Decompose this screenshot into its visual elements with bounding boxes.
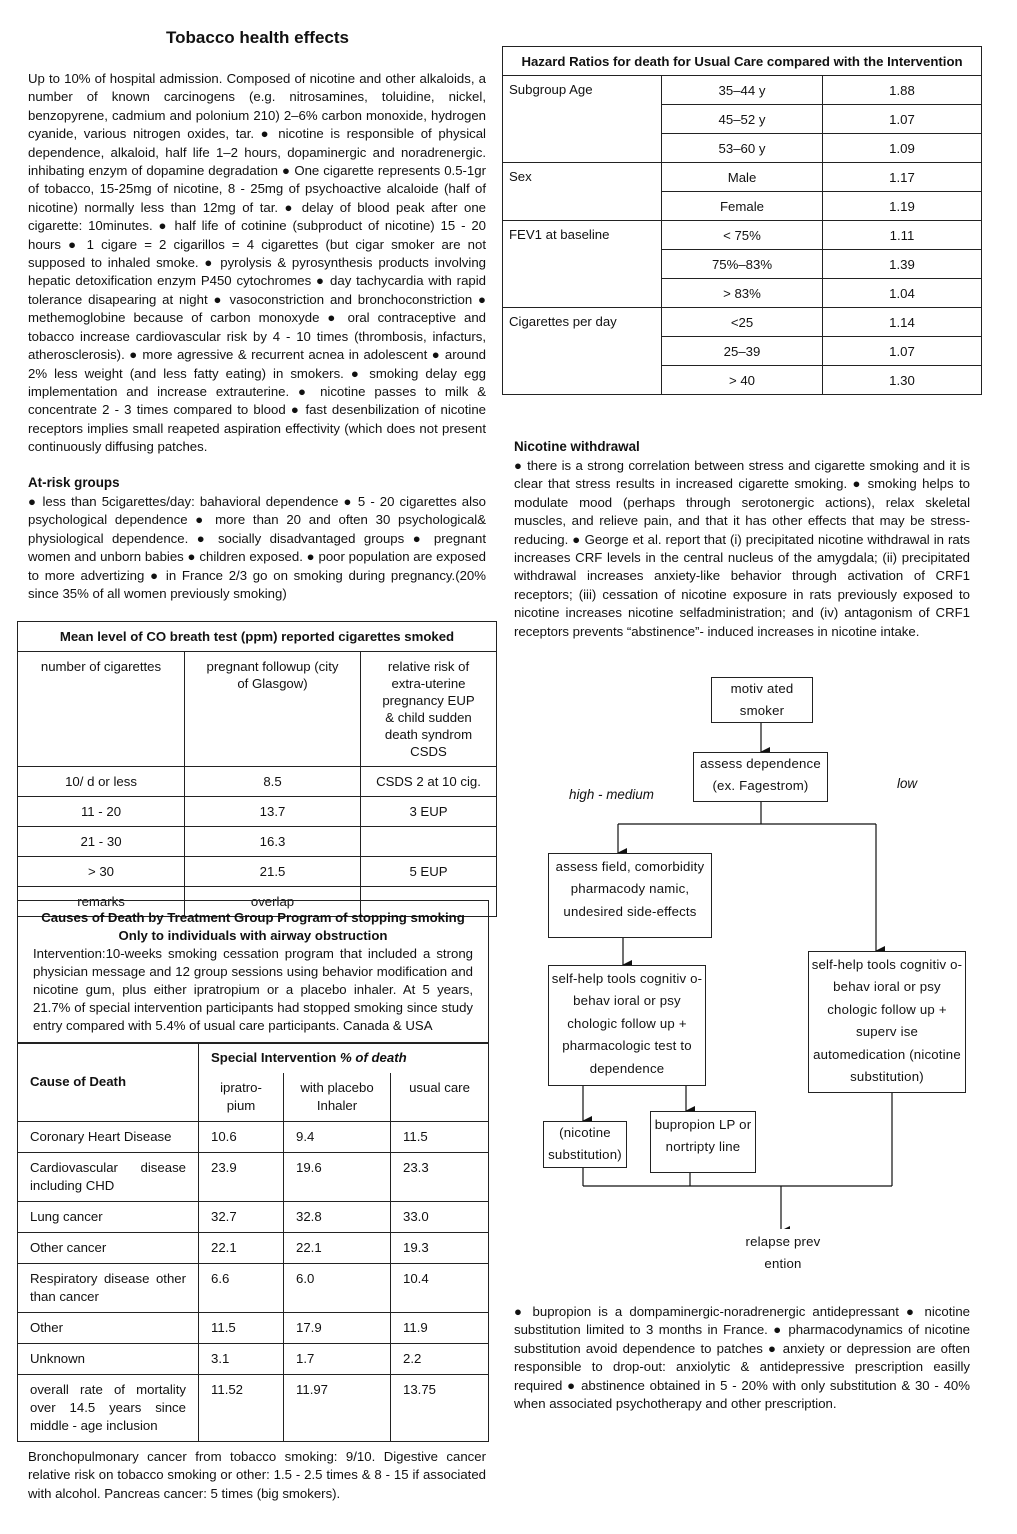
table-cell: Coronary Heart Disease — [18, 1122, 199, 1153]
at-risk-paragraph: ● less than 5cigarettes/day: bahavioral dependence ● 5 - 20 cigarettes also psychological dependence ● more than 20 and often 30 psychological& physiological dependence. ● socially disadvantaged groups ● pregnant women and unborn babies ● children exposed. ● poor population are exposed to more advertizing ● in France 2/3 go on smoking during pregnancy.(20% since 35% of all women previously smoking) — [28, 494, 486, 602]
group-label: Sex — [503, 163, 662, 221]
withdrawal-heading: Nicotine withdrawal — [514, 439, 640, 454]
table-cell: > 83% — [662, 279, 823, 308]
table-cell: 1.17 — [823, 163, 982, 192]
table-cell: 19.3 — [391, 1233, 489, 1264]
co-header-risk: relative risk of extra-uterine pregnancy EUP & child sudden death syndrom CSDS — [361, 652, 497, 767]
table-cell: 13.7 — [185, 797, 361, 827]
page-title: Tobacco health effects — [166, 28, 349, 47]
table-cell: 5 EUP — [361, 857, 497, 887]
table-cell: 11.5 — [391, 1122, 489, 1153]
table-cell: 9.4 — [284, 1122, 391, 1153]
table-cell: 22.1 — [199, 1233, 284, 1264]
death-title-line1: Causes of Death by Treatment Group Program of stopping smoking — [41, 910, 465, 925]
table-cell: > 30 — [18, 857, 185, 887]
relapse-prevention-label: relapse prev ention — [745, 1229, 821, 1277]
low-label: low — [897, 776, 918, 791]
nicotine-substitution-box: (nicotine substitution) — [543, 1121, 627, 1168]
table-cell: 10/ d or less — [18, 767, 185, 797]
table-cell: 11 - 20 — [18, 797, 185, 827]
table-cell: 32.7 — [199, 1202, 284, 1233]
death-title-line2: Only to individuals with airway obstruction — [118, 928, 388, 943]
table-cell: 1.04 — [823, 279, 982, 308]
table-cell: 19.6 — [284, 1153, 391, 1202]
table-cell: 21 - 30 — [18, 827, 185, 857]
footer-left-paragraph: Bronchopulmonary cancer from tobacco smoking: 9/10. Digestive cancer relative risk on tobacco smoking or other: 1.5 - 2.5 times & 8 - 15 if associated with alcohol. Pancreas cancer: 5 times (big smokers). — [28, 1449, 486, 1501]
table-cell: Respiratory disease other than cancer — [18, 1264, 199, 1313]
table-cell: 6.0 — [284, 1264, 391, 1313]
high-medium-label: high - medium — [569, 787, 654, 802]
intro-paragraph: Up to 10% of hospital admission. Composed of nicotine and other alkaloids, a number of known carcinogens (e.g. nitrosamines, toluidine, nickel, benzopyrene, cadmium and polonium 210) 2–6% carbon monoxide, hydrogen cyanide, various nitrogen oxides, tar. ● nicotine is responsible of physical dependence, alkaloid, half life 1–2 hours, dopaminergic and noradrenergic. inhibating enzym of dopamine degradation ● One cigarette represents 0.5-1gr of tobacco, 15-25mg of nicotine, 8 - 25mg of psychoactive alcaloide (half of nicotine) normally less than 12mg of tar. ● delay of blood peak after one cigarette: 10minutes. ● half life of cotinine (subproduct of nicotine) 15 - 20 hours ● 1 cigare = 2 cigarillos = 4 cigarettes (but cigar smoker are not supposed to inhaled smoke. ● pyrolysis & pyrosynthesis products involving hepatic detoxification enzym P450 cytochromes ● day tachycardia with rapid tolerance disapearing at night ● vasoconstriction and bronchoconstriction ● methemoglobine because of carbon monoxyde ● oral contraceptive and tobacco increase cardiovascular risk by 4 - 10 times (thrombosis, infacturs, atherosclerosis). ● more agressive & recurrent acnea in adolescent ● around 2% less weight (and less fatty eating) in smokers. ● smoking delay egg implementation and increase extrauterine. ● nicotine passes to milk & concentrate 2 - 3 times compared to blood ● fast desenbilization of nicotine receptors implies small reapeted aspiration effectivity (which does not present continuously diffusing patches. — [28, 71, 486, 455]
table-cell: CSDS 2 at 10 cig. — [361, 767, 497, 797]
table-cell: Other — [18, 1313, 199, 1344]
group-label: Subgroup Age — [503, 76, 662, 163]
table-cell: 8.5 — [185, 767, 361, 797]
table-cell: Male — [662, 163, 823, 192]
table-cell: 1.07 — [823, 105, 982, 134]
col-ipratropium: ipratro-pium — [199, 1073, 284, 1122]
table-cell: < 75% — [662, 221, 823, 250]
table-cell: 10.4 — [391, 1264, 489, 1313]
table-cell: > 40 — [662, 366, 823, 395]
group-label: FEV1 at baseline — [503, 221, 662, 308]
table-cell: 23.3 — [391, 1153, 489, 1202]
table-cell: 13.75 — [391, 1375, 489, 1442]
table-cell: 17.9 — [284, 1313, 391, 1344]
table-cell: overlap — [185, 887, 361, 917]
table-cell: 6.6 — [199, 1264, 284, 1313]
table-cell: 22.1 — [284, 1233, 391, 1264]
table-cell: 11.97 — [284, 1375, 391, 1442]
table-cell: 16.3 — [185, 827, 361, 857]
col-usual-care: usual care — [391, 1073, 489, 1122]
table-cell: 23.9 — [199, 1153, 284, 1202]
table-cell: Other cancer — [18, 1233, 199, 1264]
table-cell: 1.19 — [823, 192, 982, 221]
group-header-text: Special Intervention — [211, 1050, 337, 1065]
table-cell: Female — [662, 192, 823, 221]
at-risk-heading: At-risk groups — [28, 475, 120, 490]
table-cell: Cardiovascular disease including CHD — [18, 1153, 199, 1202]
group-header-italic: % of death — [340, 1050, 407, 1065]
self-help-left-box: self-help tools cognitiv o-behav ioral or psy chologic follow up + pharmacologic test to dependence — [548, 965, 706, 1086]
bupropion-box: bupropion LP or nortripty line — [650, 1111, 756, 1173]
hazard-table-title: Hazard Ratios for death for Usual Care compared with the Intervention — [503, 47, 982, 76]
table-cell: 10.6 — [199, 1122, 284, 1153]
table-cell: 1.88 — [823, 76, 982, 105]
table-cell: 1.09 — [823, 134, 982, 163]
table-cell: Lung cancer — [18, 1202, 199, 1233]
intervention-description: Intervention:10-weeks smoking cessation program that included a strong physician message and 12 group sessions using behavior modification and nicotine gum, plus either ipratropium or a placebo inhaler. At 5 years, 21.7% of special intervention participants had stopped smoking since study entry compared with 5.4% of usual care participants. Canada & USA — [33, 946, 473, 1033]
assess-field-box: assess field, comorbidity pharmacody namic, undesired side-effects — [548, 853, 712, 938]
co-table-title: Mean level of CO breath test (ppm) reported cigarettes smoked — [18, 622, 497, 652]
table-cell: 25–39 — [662, 337, 823, 366]
table-cell: 1.30 — [823, 366, 982, 395]
table-cell: <25 — [662, 308, 823, 337]
table-cell: 1.39 — [823, 250, 982, 279]
table-cell: 1.7 — [284, 1344, 391, 1375]
table-cell: Unknown — [18, 1344, 199, 1375]
table-cell: 11.52 — [199, 1375, 284, 1442]
table-cell: 33.0 — [391, 1202, 489, 1233]
col-placebo: with placebo Inhaler — [284, 1073, 391, 1122]
table-cell: 1.14 — [823, 308, 982, 337]
table-cell: 1.07 — [823, 337, 982, 366]
table-cell: 3 EUP — [361, 797, 497, 827]
table-cell: 2.2 — [391, 1344, 489, 1375]
assess-dependence-box: assess dependence (ex. Fagestrom) — [693, 752, 828, 802]
table-cell: 1.11 — [823, 221, 982, 250]
table-cell: 32.8 — [284, 1202, 391, 1233]
withdrawal-paragraph: ● there is a strong correlation between stress and cigarette smoking and it is clear that stress results in increased cigarette smoking. ● smoking helps to modulate mood (perhaps through serotonergic actions), relax skeletal muscles, and relieve pain, and that it has other effects that may be stress-reducing. ● George et al. report that (i) precipitated nicotine withdrawal in rats increases CRF levels in the central nucleus of the amygdala; (ii) precipitated withdrawal increases anxiety-like behavior through activation of CRF1 receptors; (iii) cessation of nicotine exposure in rats previously exposed to nicotine increases nicotine selfadministration; and (iv) antagonism of CRF1 receptors prevents “abstinence”- induced increases in nicotine intake. — [514, 458, 970, 639]
group-label: Cigarettes per day — [503, 308, 662, 395]
table-cell: 11.5 — [199, 1313, 284, 1344]
table-cell: 35–44 y — [662, 76, 823, 105]
table-cell: 53–60 y — [662, 134, 823, 163]
table-cell: overall rate of mortality over 14.5 years since middle - age inclusion — [18, 1375, 199, 1442]
table-cell: 3.1 — [199, 1344, 284, 1375]
table-cell: 21.5 — [185, 857, 361, 887]
co-header-cigarettes: number of cigarettes — [18, 652, 185, 767]
table-cell: remarks — [18, 887, 185, 917]
motivated-smoker-box: motiv ated smoker — [711, 677, 813, 723]
self-help-right-box: self-help tools cognitiv o-behav ioral or psy chologic follow up + superv ise automedication (nicotine substitution) — [808, 951, 966, 1093]
table-cell: 11.9 — [391, 1313, 489, 1344]
footer-right-paragraph: ● bupropion is a dompaminergic-noradrenergic antidepressant ● nicotine substitution limited to 3 months in France. ● pharmacodynamics of nicotine substitution avoid dependence to patches ● anxiety or depression are often responsible to drop-out: anxiolytic & antidepressive prescription easilly required ● abstinence obtained in 5 - 20% with only substitution & 30 - 40% when associated psychotherapy and other prescription. — [514, 1304, 970, 1412]
co-header-pregnant: pregnant followup (city of Glasgow) — [185, 652, 361, 767]
cause-header: Cause of Death — [18, 1043, 199, 1122]
table-cell: 75%–83% — [662, 250, 823, 279]
table-cell: 45–52 y — [662, 105, 823, 134]
